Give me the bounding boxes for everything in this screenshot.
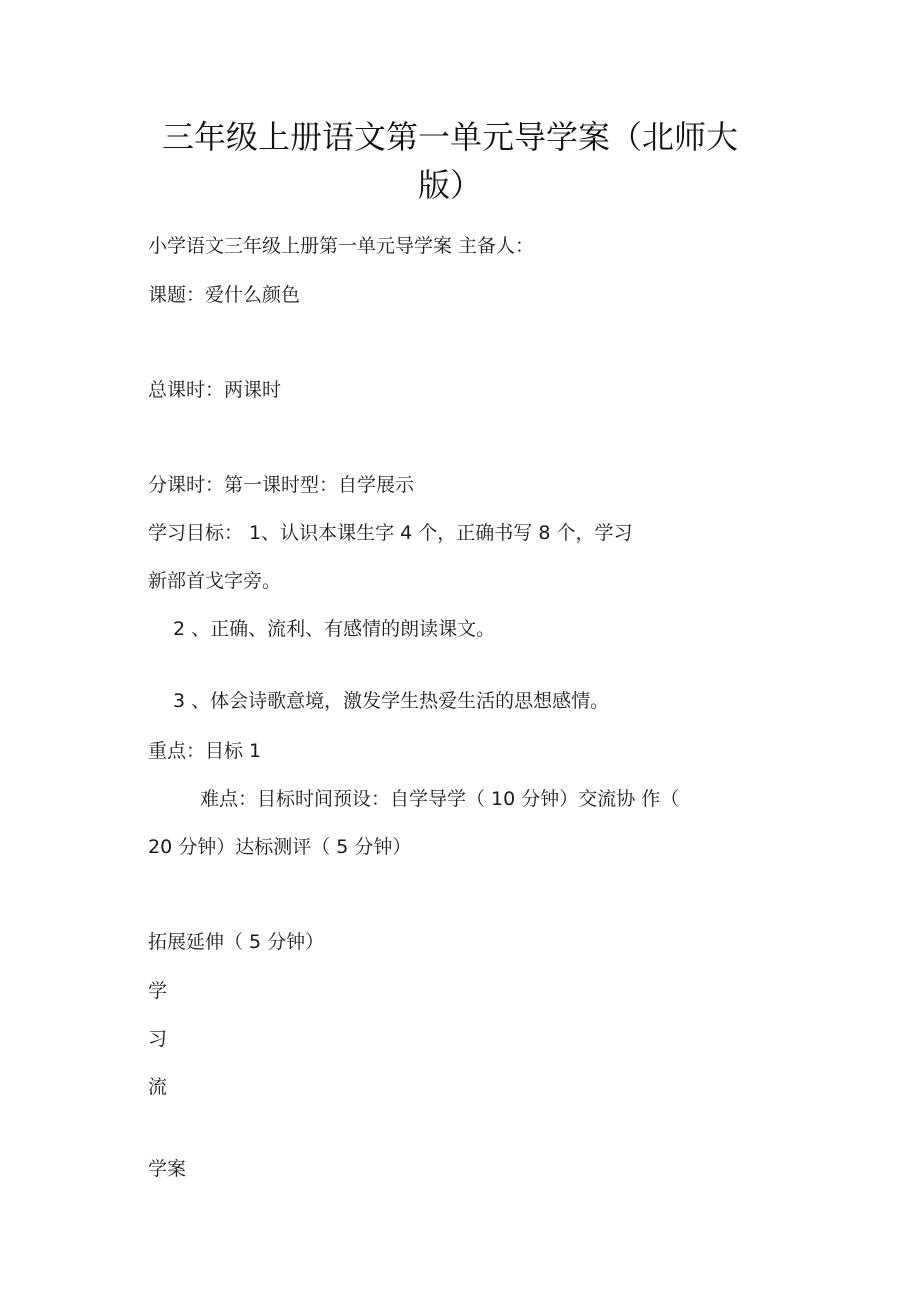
extension-line: 拓展延伸（ 5 分钟） — [148, 931, 325, 953]
vertical-char-1: 学 — [148, 980, 168, 1002]
objective-line-1-cont: 新部首戈字旁。 — [148, 570, 282, 592]
key-point-line: 重点：目标 1 — [148, 740, 262, 762]
topic-line: 课题：爱什么颜色 — [148, 284, 301, 306]
lesson-type-line: 分课时：第一课时型：自学展示 — [148, 474, 415, 496]
total-hours-line: 总课时：两课时 — [148, 379, 282, 401]
objective-line-3: 3 、体会诗歌意境，激发学生热爱生活的思想感情。 — [173, 690, 610, 712]
document-title-line-2: 版） — [417, 166, 482, 204]
header-line: 小学语文三年级上册第一单元导学案 主备人： — [148, 235, 535, 257]
difficulty-line: 难点：目标时间预设：自学导学（ 10 分钟）交流协 作（ — [200, 788, 680, 810]
vertical-char-3: 流 — [148, 1076, 168, 1098]
study-plan-line: 学案 — [148, 1158, 187, 1180]
objective-line-1: 学习目标： 1、认识本课生字 4 个，正确书写 8 个，学习 — [148, 522, 633, 544]
document-title-line-1: 三年级上册语文第一单元导学案（北师大 — [161, 118, 738, 156]
objective-line-2: 2 、正确、流利、有感情的朗读课文。 — [173, 618, 496, 640]
vertical-char-2: 习 — [148, 1028, 168, 1050]
difficulty-line-cont: 20 分钟）达标测评（ 5 分钟） — [148, 836, 412, 858]
